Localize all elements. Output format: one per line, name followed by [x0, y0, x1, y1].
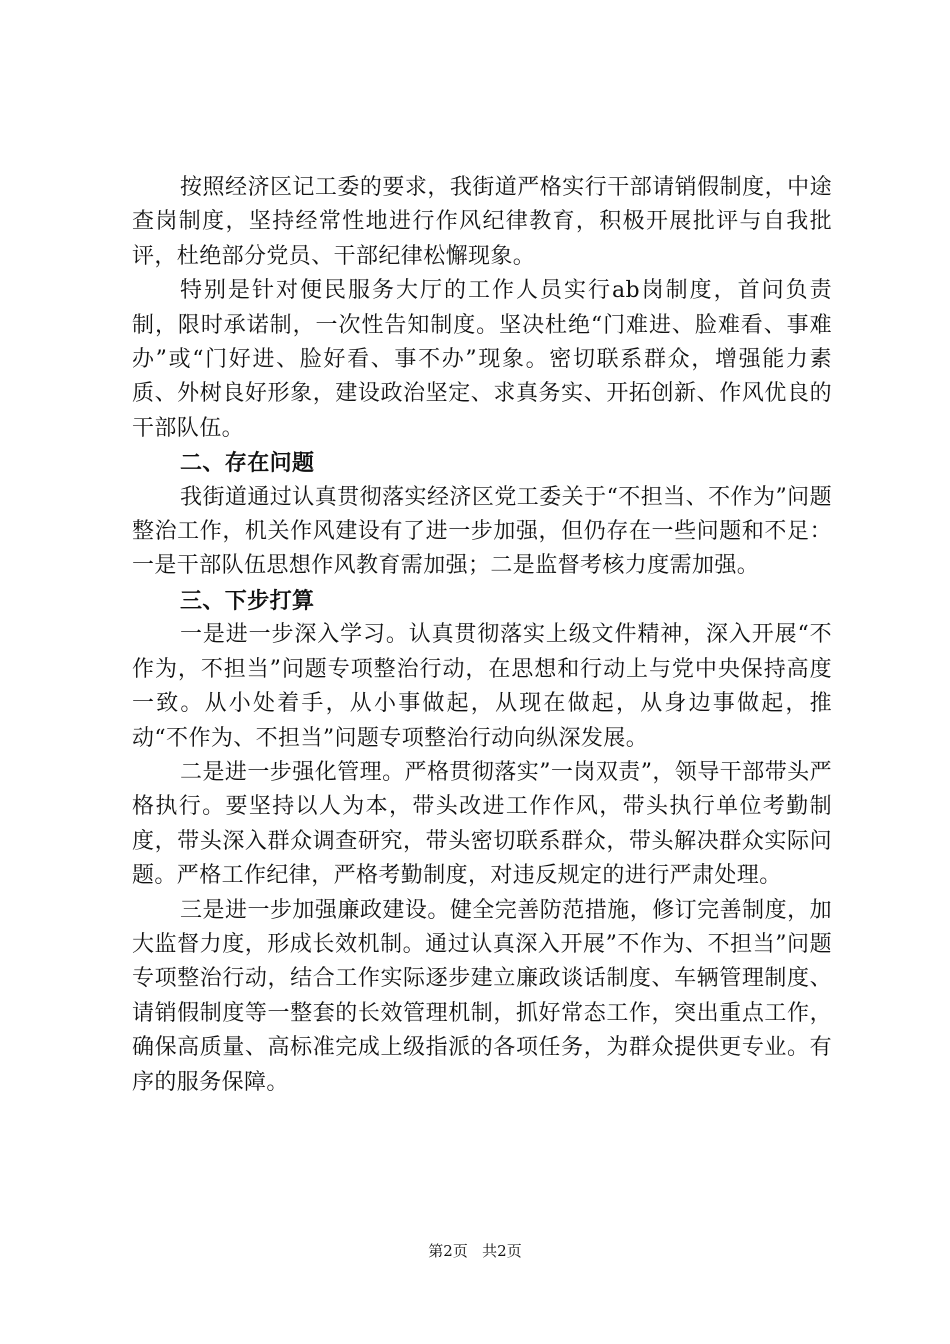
- heading-next-steps: 三、下步打算: [180, 587, 315, 614]
- page-total: 共2页: [482, 1242, 522, 1260]
- document-body: [132, 171, 832, 1100]
- page-number: 第2页: [428, 1242, 468, 1260]
- heading-existing-problems: 二、存在问题: [180, 450, 315, 477]
- paragraph-step-management: 二是进一步强化管理。严格贯彻落实”一岗双责”，领导干部带头严格执行。要坚持以人为本，带头改进工作作风，带头执行单位考勤制度，带头深入群众调查研究，带头密切联系群众，带头解决群众实际问题。严格工作纪律，严格考勤制度，对违反规定的进行严肃处理。: [132, 759, 832, 889]
- paragraph-problems: 我街道通过认真贯彻落实经济区党工委关于“不担当、不作为”问题整治工作，机关作风建设有了进一步加强，但仍存在一些问题和不足：一是干部队伍思想作风教育需加强；二是监督考核力度需加强。: [132, 484, 832, 579]
- page-footer: [0, 1241, 950, 1261]
- footer-spacer: [473, 1242, 478, 1260]
- paragraph-service-hall: 特别是针对便民服务大厅的工作人员实行ab岗制度，首问负责制，限时承诺制，一次性告知制度。坚决杜绝“门难进、脸难看、事难办”或“门好进、脸好看、事不办”现象。密切联系群众，增强能力素质、外树良好形象，建设政治坚定、求真务实、开拓创新、作风优良的干部队伍。: [132, 278, 832, 441]
- paragraph-step-study: 一是进一步深入学习。认真贯彻落实上级文件精神，深入开展“不作为，不担当”问题专项整治行动，在思想和行动上与党中央保持高度一致。从小处着手，从小事做起，从现在做起，从身边事做起，推动“不作为、不担当”问题专项整治行动向纵深发展。: [132, 622, 832, 751]
- paragraph-step-integrity: 三是进一步加强廉政建设。健全完善防范措施，修订完善制度，加大监督力度，形成长效机制。通过认真深入开展”不作为、不担当”问题专项整治行动，结合工作实际逐步建立廉政谈话制度、车辆管理制度、请销假制度等一整套的长效管理机制，抓好常态工作，突出重点工作，确保高质量、高标准完成上级指派的各项任务，为群众提供更专业。有序的服务保障。: [132, 897, 832, 1095]
- paragraph-discipline: 按照经济区记工委的要求，我街道严格实行干部请销假制度，中途查岗制度，坚持经常性地进行作风纪律教育，积极开展批评与自我批评，杜绝部分党员、干部纪律松懈现象。: [132, 175, 832, 269]
